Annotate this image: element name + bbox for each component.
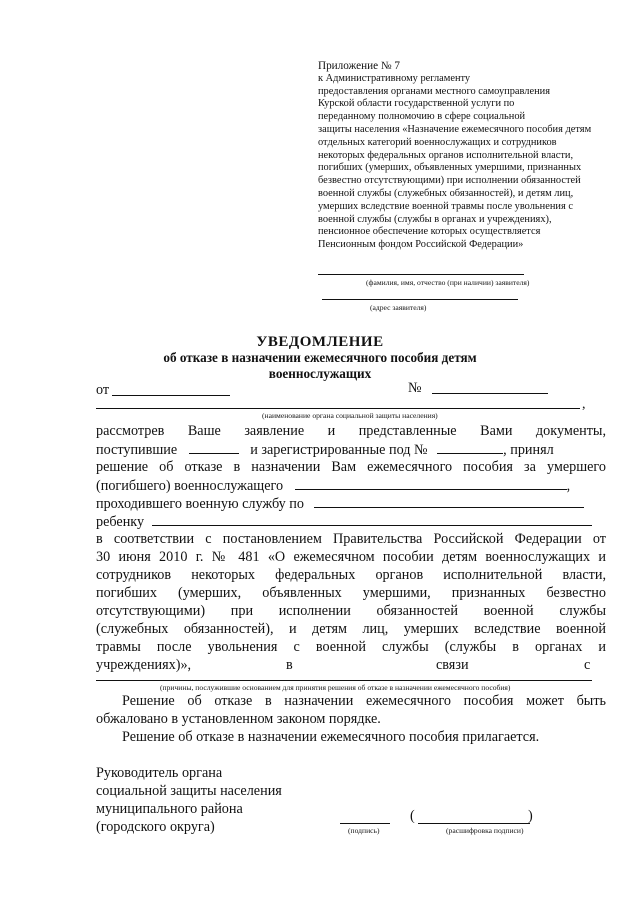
registered-label: и зарегистрированные под № [250,442,428,458]
body-line: отсутствующими) при исполнении обязанностей военной службы [96,603,606,619]
appendix-line: переданному полномочию в сфере социальной [318,111,526,123]
signer-title-line: Руководитель органа [96,765,223,781]
body-line: сотрудников некоторых федеральных органов исполнительной власти, [96,567,606,583]
from-label: от [96,382,110,398]
body-line: травмы после увольнения с военной службы (службы в органах и [96,639,606,655]
appendix-line: военной службы (службы в органах и учреждениях), [318,213,552,225]
attached-line: Решение об отказе в назначении ежемесячного пособия прилагается. [122,729,540,745]
child-label: ребенку [96,514,145,530]
appendix-line: военной службы (служебных обязанностей), и детям лиц, [318,187,574,199]
decoding-caption: (расшифровка подписи) [446,826,524,835]
received-label: поступившие [96,442,178,458]
date-field-line[interactable] [112,395,230,396]
document-page: Приложение № 7 к Административному регламенту предоставления органами местного самоуправления Курской области государственной услуги по переданному полномочию в сфере социальной защиты населения «Назначение ежемесячного пособия детям отдельных категорий военнослужащих и сотрудников некоторых федеральных органов исполнительной власти, погибших (умерших, объявленных умершими, признанных безвестно отсутствующими) при исполнении обязанностей военной службы (служебных обязанностей), и детям лиц, умерших вследствие военной травмы после увольнения с военной службы (службы в органах и учреждениях), пенсионное обеспечение которых осуществляется Пенсионным фондом Российской Федерации» (фамилия, имя, отчество (при наличии) заявителя) (адрес заявителя) УВЕДОМЛЕНИЕ об отказе в назначении ежемесячного пособия детям военнослужащих от № , (наименование органа социальной защиты населения) рассмотрев Ваше заявление и представленные Вами документы, поступившие и зарегистрированные под № , принял решение об отказе в назначении Вам ежемесячного пособия за умершего (погибшего) военнослужащего , проходившего военную службу по ребенку в соответствии с постановлением Правительства Российской Федерации от 30 июня 2010 г. № 481 «О ежемесячном пособии детям военнослужащих и сотрудников некоторых федеральных органов исполнительной власти, погибших (умерших, объявленных умершими, признанных безвестно отсутствующими) при исполнении обязанностей военной службы (служебных обязанностей), и детям лиц, умерших вследствие военной травмы после увольнения с военной службы (службы в органах и учреждениях)», в связи с (причины, послужившие основанием для принятия решения об отказе в назначении ежемесячного пособия) Решение об отказе в назначении ежемесячного пособия может быть обжаловано в установленном законом порядке. Решение об отказе в назначении ежемесячного пособия прилагается. Руководитель органа социальной защиты населения муниципального района (городского округа) (подпись) ( ) (расшифровка подписи) [0,0,640,905]
appendix-line: безвестно отсутствующими) при исполнении обязанностей [318,175,581,187]
reason-caption: (причины, послужившие основанием для принятия решения об отказе в назначении ежемесячного пособия) [160,683,511,692]
number-label: № [408,380,422,396]
number-field-line[interactable] [432,393,548,394]
body-line [96,512,606,531]
appendix-line: защиты населения «Назначение ежемесячного пособия детям [318,123,592,135]
signer-title-line: (городского округа) [96,819,215,835]
serviceman-name-field[interactable] [295,476,567,490]
applicant-address-caption: (адрес заявителя) [370,303,427,312]
appendix-line: Курской области государственной услуги по [318,98,515,110]
document-title: УВЕДОМЛЕНИЕ [256,334,384,350]
appendix-line: погибших (умерших, объявленных умершими, признанных [318,162,582,174]
body-line [96,440,606,459]
signer-title-line: муниципального района [96,801,243,817]
signer-title-line: социальной защиты населения [96,783,282,799]
serviceman-label: (погибшего) военнослужащего [96,478,284,494]
appendix-line: к Административному регламенту [318,72,471,84]
reason-field-line[interactable] [96,680,592,681]
document-subtitle-cont: военнослужащих [268,366,372,381]
appeal-line: обжаловано в установленном законом порядке. [96,711,381,727]
body-line: рассмотрев Ваше заявление и представленные Вами документы, [96,423,606,439]
appendix-line: некоторых федеральных органов исполнительной власти, [318,149,574,161]
appendix-line: умерших вследствие военной травмы после увольнения с [318,200,573,212]
signature-field-line[interactable] [340,823,390,824]
service-label: проходившего военную службу по [96,496,304,512]
appendix-line: Пенсионным фондом Российской Федерации» [318,239,524,251]
body-line [96,494,606,513]
appendix-line: Приложение № 7 [318,60,400,72]
applicant-name-caption: (фамилия, имя, отчество (при наличии) заявителя) [366,278,530,287]
body-line: в соответствии с постановлением Правительства Российской Федерации от [96,531,606,547]
applicant-address-line[interactable] [322,299,518,300]
body-line: (служебных обязанностей), и детям лиц, умерших вследствие военной [96,621,606,637]
body-line: погибших (умерших, объявленных умершими, признанных безвестно [96,585,606,601]
appendix-line: предоставления органами местного самоуправления [318,85,551,97]
body-line: (погибшего) военнослужащего , [96,478,571,494]
decoding-field-line[interactable] [418,823,530,824]
body-line: решение об отказе в назначении Вам ежемесячного пособия за умершего [96,459,606,475]
registration-number-field[interactable] [437,440,503,454]
decided-label: , принял [503,442,554,458]
org-caption: (наименование органа социальной защиты населения) [262,411,438,420]
received-date-field[interactable] [189,440,239,454]
body-line: 30 июня 2010 г. № 481 «О ежемесячном пособии детям военнослужащих и [96,549,606,565]
service-field[interactable] [314,494,584,508]
appendix-block [318,60,618,252]
appendix-line: пенсионное обеспечение которых осуществляется [318,226,541,238]
signature-caption: (подпись) [348,826,380,835]
org-field-line[interactable] [96,408,580,409]
document-subtitle: об отказе в назначении ежемесячного пособия детям [163,350,477,365]
appeal-line: Решение об отказе в назначении ежемесячного пособия может быть [122,693,606,709]
appendix-line: отдельных категорий военнослужащих и сотрудников [318,136,557,148]
body-line: учреждениях)», в связи с [96,657,591,673]
child-name-field[interactable] [152,512,592,526]
applicant-name-line[interactable] [318,274,524,275]
